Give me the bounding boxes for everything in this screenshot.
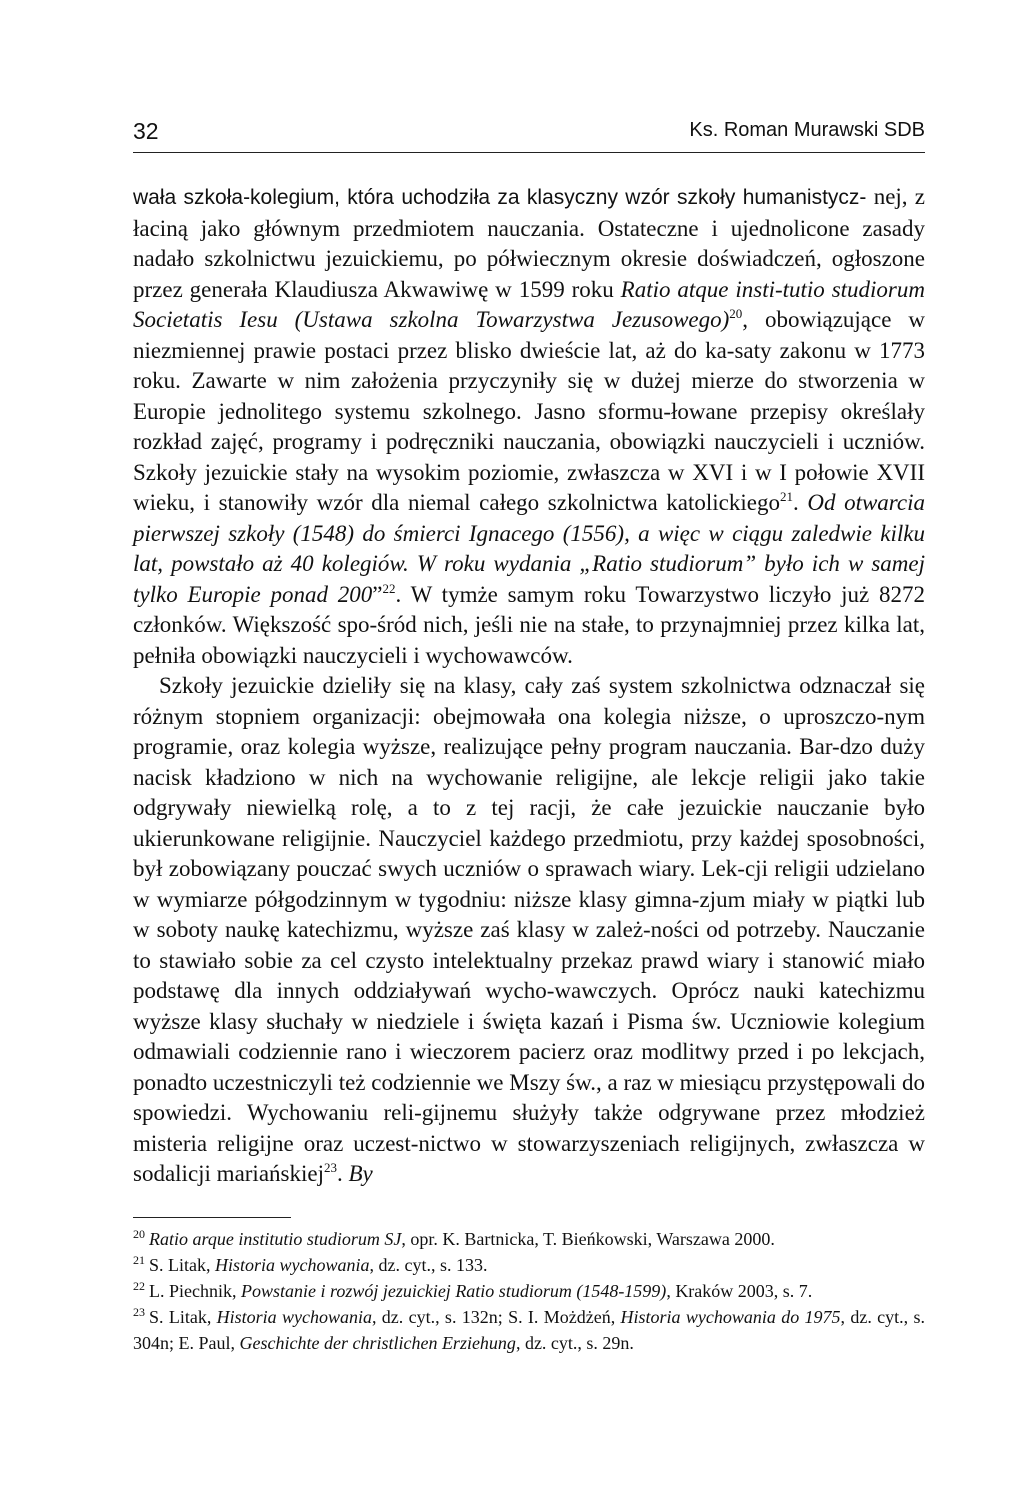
footnote-number: 21 [133,1253,145,1267]
paragraph-1 [133,182,925,671]
footnote-20 [133,1226,925,1252]
footnote-number: 22 [133,1279,145,1293]
footnote-number: 23 [133,1305,145,1319]
footnote-ref-21: 21 [779,489,793,504]
text-run: , obowiązujące w niezmiennej prawie postaci przez blisko dwieście lat, aż do ka-saty zakonu w 1773 roku. Zawarte w nim założenia przyczyniły się w dużej mierze do stworzenia w Europie jednolitego systemu szkolnego. Jasno sformu-łowane przepisy określały rozkład zajęć, programy i podręczniki nauczania, obowiązki nauczycieli i uczniów. Szkoły jezuickie stały na wysokim poziomie, zwłaszcza w XVI i w I połowie XVII wieku, i stanowiły wzór dla niemal całego szkolnictwa katolickiego [133,307,925,515]
footnote-ref-23: 23 [323,1160,337,1175]
text-run: Szkoły jezuickie dzieliły się na klasy, cały zaś system szkolnictwa odznaczał się różnym stopniem organizacji: obejmowała ona kolegia niższe, o uproszczo-nym programie, oraz kolegia wyższe, realizujące pełny program nauczania. Bar-dzo duży nacisk kładziono w nich na wychowanie religijne, ale lekcje religii jako takie odgrywały niewielką rolę, a to z tej racji, że całe jezuickie nauczanie było ukierunkowane religijnie. Nauczyciel każdego przedmiotu, przy każdej sposobności, był zobowiązany pouczać swych uczniów o sprawach wiary. Lek-cji religii udzielano w wymiarze półgodzinnym w tygodniu: niższe klasy gimna-zjum miały w piątki lub w soboty naukę katechizmu, wyższe zaś klasy w zależ-ności od potrzeby. Nauczanie to stawiało sobie za cel czysto intelektualny przekaz prawd wiary i stanowić miało podstawę dla innych oddziaływań wycho-wawczych. Oprócz nauki katechizmu wyższe klasy słuchały w niedziele i święta kazań i Pisma św. Uczniowie kolegium odmawiali codziennie rano i wieczorem pacierz oraz modlitwy przed i po lekcjach, ponadto uczestniczyli też codziennie we Mszy św., a raz w miesiącu przystępowali do spowiedzi. Wychowaniu reli-gijnemu służyły także odgrywane przez młodzież misteria religijne oraz uczest-nictwo w stowarzyszeniach religijnych, zwłaszcza w sodalicji mariańskiej [133,673,925,1186]
quotation: Od otwarcia pierwszej szkoły (1548) do śmierci Ignacego (1556), a więc w ciągu zaledwie kilku lat, powstało aż 40 kolegiów. W roku wydania „Ratio studiorum” było ich w samej tylko Europie ponad 200 [133,490,925,607]
footnote-divider [133,1217,291,1218]
footnote-text: Historia wychowania [215,1255,370,1275]
footnote-21 [133,1252,925,1278]
footnote-text: , dz. cyt., s. 304n; E. Paul, [133,1307,925,1353]
text-run: ” [372,581,383,607]
footnote-text: L. Piechnik, [149,1281,241,1301]
first-line: wała szkoła-kolegium, która uchodziła za klasyczny wzór szkoły humanistycz- [133,186,867,209]
footnote-text: Historia wychowania [216,1307,372,1327]
footnote-number: 20 [133,1227,145,1241]
text-run: . [792,490,808,515]
footnote-text: , opr. K. Bartnicka, T. Bieńkowski, Warszawa 2000. [401,1229,775,1249]
footnote-ref-20: 20 [729,306,743,321]
running-head: Ks. Roman Murawski SDB [689,119,925,141]
footnote-22 [133,1278,925,1304]
footnote-text: Powstanie i rozwój jezuickiej Ratio studiorum (1548-1599) [241,1281,667,1301]
footnote-23 [133,1304,925,1356]
footnote-text: Ratio arque institutio studiorum SJ [149,1229,402,1249]
footnote-text: , dz. cyt., s. 133. [369,1255,488,1275]
ratio-title: Ratio atque insti-tutio studiorum Societatis Iesu (Ustawa szkolna Towarzystwa Jezusowego) [133,276,925,332]
page-number: 32 [133,118,159,144]
paragraph-2 [133,671,925,1190]
footnote-text: S. Litak, [149,1255,215,1275]
footnote-text: , dz. cyt., s. 29n. [515,1333,634,1353]
footnote-text: , Kraków 2003, s. 7. [666,1281,813,1301]
main-text [133,182,925,1190]
footnote-text: Geschichte der christlichen Erziehung [239,1333,516,1353]
footnote-ref-22: 22 [382,580,396,596]
footnote-text: Historia wychowania do 1975 [620,1307,841,1327]
text-run-italic: By [348,1161,373,1186]
text-run: . [336,1161,349,1186]
footnotes [133,1226,925,1356]
footnote-text: S. Litak, [149,1307,217,1327]
footnote-text: , dz. cyt., s. 132n; S. I. Możdżeń, [371,1307,621,1327]
page-header [133,116,925,153]
text-run: nej, z łaciną jako głównym przedmiotem nauczania. Ostateczne i ujednolicone zasady nadało szkolnictwu jezuickiemu, po półwiecznym okresie doświadczeń, ogłoszone przez generała Klaudiusza Akwawiwę w 1599 roku [133,184,926,302]
text-run: . W tymże samym roku Towarzystwo liczyło już 8272 członków. Większość spo-śród nich, jeśli nie na stałe, to przynajmniej przez kilka lat, pełniła obowiązki nauczycieli i wychowawców. [133,581,925,668]
